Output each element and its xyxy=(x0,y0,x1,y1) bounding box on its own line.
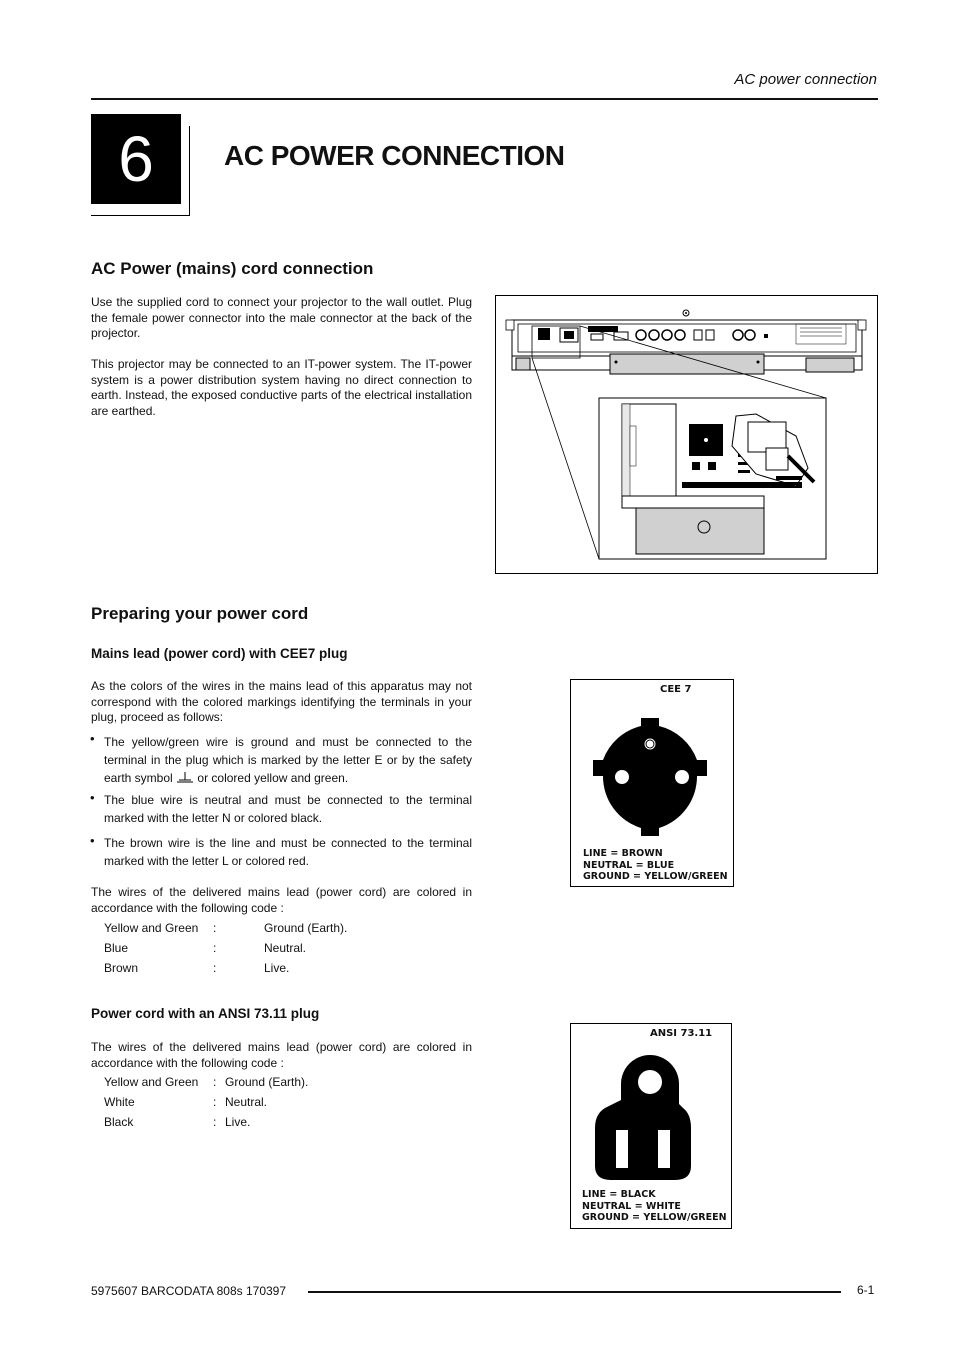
code-meaning: Ground (Earth). xyxy=(264,921,348,935)
cee7-plug-figure xyxy=(570,679,734,887)
bullet-dot: • xyxy=(90,731,95,746)
chapter-number: 6 xyxy=(91,114,181,204)
code-sep: : xyxy=(213,941,217,955)
code-sep: : xyxy=(213,1115,217,1129)
bullet-dot: • xyxy=(90,833,95,848)
chapter-box-shadow-bottom xyxy=(91,215,190,216)
chapter-title: AC POWER CONNECTION xyxy=(224,140,565,171)
code-color: Yellow and Green xyxy=(104,1075,199,1089)
projector-connector-figure xyxy=(495,295,878,574)
ansi-legend-neutral: NEUTRAL = WHITE xyxy=(582,1200,681,1212)
cee7-legend-neutral: NEUTRAL = BLUE xyxy=(583,859,675,871)
footer-doc-id: 5975607 BARCODATA 808s 170397 xyxy=(91,1284,287,1298)
bullet-ground xyxy=(104,733,472,787)
code-meaning: Neutral. xyxy=(264,941,307,955)
code-color: Black xyxy=(104,1115,134,1129)
bullet-line: The brown wire is the line and must be connected to the terminal marked with the letter L or colored red. xyxy=(104,836,472,868)
section-heading-cord-connection: AC Power (mains) cord connection xyxy=(91,259,374,278)
ansi-legend-ground: GROUND = YELLOW/GREEN xyxy=(582,1212,727,1223)
code-sep: : xyxy=(213,1095,217,1109)
paragraph-cee7-intro: As the colors of the wires in the mains lead of this apparatus may not correspond with the colored markings identifying the terminals in your plug, proceed as follows: xyxy=(91,679,472,724)
subheading-ansi: Power cord with an ANSI 73.11 plug xyxy=(91,1006,320,1021)
bullet-dot: • xyxy=(90,790,95,805)
code-sep: : xyxy=(213,921,217,935)
code-sep: : xyxy=(213,1075,217,1089)
ansi-legend-line: LINE = BLACK xyxy=(582,1189,656,1200)
header-rule xyxy=(91,98,878,100)
code-meaning: Ground (Earth). xyxy=(225,1075,309,1089)
ansi-plug-figure xyxy=(570,1023,732,1229)
paragraph-cord-usage: Use the supplied cord to connect your projector to the wall outlet. Plug the female power connector into the male connector at the back of the projector. xyxy=(91,295,472,340)
cee7-legend xyxy=(583,848,728,883)
running-header: AC power connection xyxy=(734,71,877,88)
page-number: 6-1 xyxy=(857,1283,875,1297)
code-color: Yellow and Green xyxy=(104,921,199,935)
cee7-legend-ground: GROUND = YELLOW/GREEN xyxy=(583,871,728,882)
code-color: White xyxy=(104,1095,135,1109)
chapter-box-shadow-right xyxy=(189,126,190,216)
ansi-legend xyxy=(582,1189,727,1224)
code-sep: : xyxy=(213,961,217,975)
code-color: Brown xyxy=(104,961,139,975)
code-color: Blue xyxy=(104,941,129,955)
bullet-ground-text: The yellow/green wire is ground and must be connected to the terminal in the plug which is marked by the letter E or by the safety earth symbol xyxy=(104,735,472,785)
code-meaning: Live. xyxy=(225,1115,251,1129)
code-meaning: Live. xyxy=(264,961,290,975)
paragraph-it-power: This projector may be connected to an IT-power system. The IT-power system is a power distribution system having no direct connection to earth. Instead, the exposed conductive parts of the electrical installation are earthed. xyxy=(91,357,472,418)
paragraph-cee7-codes-intro: The wires of the delivered mains lead (power cord) are colored in accordance with the following code : xyxy=(91,885,472,915)
paragraph-ansi-codes-intro: The wires of the delivered mains lead (power cord) are colored in accordance with the following code : xyxy=(91,1040,472,1070)
projector-back-panel-illustration xyxy=(496,296,877,573)
cee7-legend-line: LINE = BROWN xyxy=(583,848,663,859)
footer-rule xyxy=(308,1291,841,1293)
bullet-neutral: The blue wire is neutral and must be connected to the terminal marked with the letter N or colored black. xyxy=(104,793,472,825)
ansi-label: ANSI 73.11 xyxy=(650,1028,713,1039)
bullet-ground-tail: or colored yellow and green. xyxy=(197,771,349,785)
section-heading-preparing-cord: Preparing your power cord xyxy=(91,604,309,623)
cee7-label: CEE 7 xyxy=(660,684,692,695)
subheading-cee7: Mains lead (power cord) with CEE7 plug xyxy=(91,646,348,661)
earth-symbol-icon xyxy=(176,770,194,782)
code-meaning: Neutral. xyxy=(225,1095,268,1109)
